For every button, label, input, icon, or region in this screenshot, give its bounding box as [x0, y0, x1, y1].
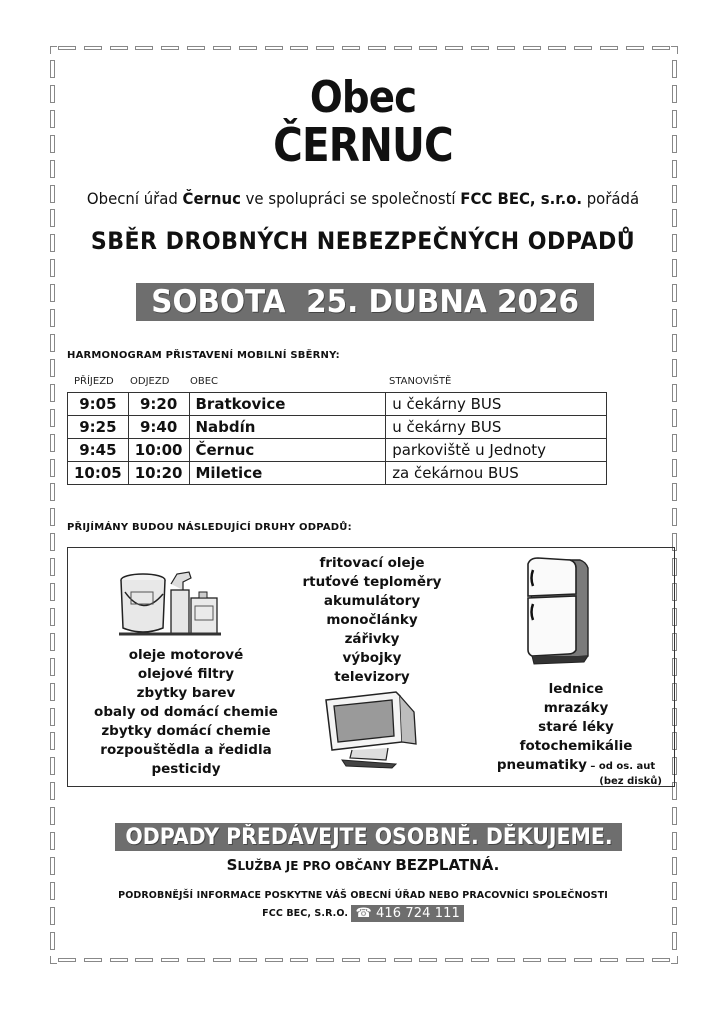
- frame-dash: [574, 958, 592, 962]
- contact-info: [0, 887, 726, 923]
- frame-dash: [471, 46, 489, 50]
- frame-dash: [672, 259, 677, 277]
- organizer-line: [25, 189, 700, 208]
- frame-dash: [626, 46, 644, 50]
- frame-dash: [50, 757, 55, 775]
- frame-dash: [50, 732, 55, 750]
- frame-corner: [671, 46, 678, 54]
- frame-corner: [671, 956, 678, 964]
- waste-list-center: [284, 554, 460, 687]
- waste-item-note: (bez disků): [599, 776, 662, 787]
- title-obec: Obec: [309, 72, 417, 123]
- arrival-time: 9:05: [68, 393, 129, 416]
- table-row: [68, 393, 607, 416]
- frame-dash: [84, 958, 102, 962]
- frame-dash: [265, 46, 283, 50]
- frame-dash: [672, 409, 677, 427]
- arrival-time: 10:05: [68, 462, 129, 485]
- frame-dash: [239, 958, 257, 962]
- frame-dash: [626, 958, 644, 962]
- frame-dash: [50, 409, 55, 427]
- waste-item: zbytky domácí chemie: [101, 723, 271, 739]
- frame-dash: [316, 958, 334, 962]
- frame-dash: [672, 832, 677, 850]
- free-service-cap: S: [226, 856, 238, 874]
- waste-item: olejové filtry: [137, 666, 235, 682]
- frame-dash: [368, 958, 386, 962]
- frame-dash: [50, 658, 55, 676]
- waste-item: monočlánky: [326, 612, 418, 628]
- waste-item: staré léky: [538, 719, 614, 735]
- frame-dash: [50, 508, 55, 526]
- frame-dash: [600, 46, 618, 50]
- phone-badge: [351, 905, 463, 922]
- frame-dash: [161, 958, 179, 962]
- waste-list-right: [488, 680, 664, 788]
- waste-types-box: [67, 547, 675, 787]
- frame-dash: [672, 483, 677, 501]
- schedule-table: [67, 392, 607, 485]
- stop-location: za čekárnou BUS: [386, 462, 607, 485]
- frame-dash: [471, 958, 489, 962]
- village-name: Nabdín: [189, 416, 386, 439]
- frame-dash: [187, 46, 205, 50]
- arrival-time: 9:45: [68, 439, 129, 462]
- frame-dash: [213, 958, 231, 962]
- date-text: SOBOTA 25. DUBNA 2026: [151, 284, 579, 320]
- free-service-line: [0, 856, 726, 874]
- frame-dash: [50, 483, 55, 501]
- waste-item: rozpouštědla a ředidla: [100, 742, 272, 758]
- handover-text: ODPADY PŘEDÁVEJTE OSOBNĚ. DĚKUJEME.: [124, 824, 613, 850]
- frame-dash: [672, 932, 677, 950]
- waste-item: fritovací oleje: [319, 555, 425, 571]
- contact-info-text: PODROBNĚJŠÍ INFORMACE POSKYTNE VÁŠ OBECNÍ ÚŘAD NEBO PRACOVNÍCI SPOLEČNOSTI: [118, 890, 608, 901]
- frame-dash: [672, 359, 677, 377]
- organizer-company: FCC BEC, s.r.o.: [460, 189, 583, 208]
- frame-dash: [50, 334, 55, 352]
- frame-dash: [445, 46, 463, 50]
- frame-bottom-dashes: [58, 958, 670, 964]
- frame-dash: [290, 46, 308, 50]
- waste-item: akumulátory: [323, 593, 421, 609]
- departure-time: 9:20: [128, 393, 189, 416]
- frame-dash: [445, 958, 463, 962]
- frame-dash: [265, 958, 283, 962]
- organizer-text: ve spolupráci se společností: [240, 189, 461, 208]
- frame-dash: [394, 958, 412, 962]
- frame-dash: [672, 309, 677, 327]
- waste-item-note: – od os. aut: [586, 761, 656, 772]
- frame-dash: [652, 46, 670, 50]
- waste-item: pesticidy: [151, 761, 221, 777]
- frame-dash: [50, 708, 55, 726]
- stop-location: u čekárny BUS: [386, 416, 607, 439]
- date-banner: [136, 283, 594, 321]
- frame-dash: [316, 46, 334, 50]
- frame-dash: [50, 434, 55, 452]
- village-name: Černuc: [189, 439, 386, 462]
- stop-location: parkoviště u Jednoty: [386, 439, 607, 462]
- frame-dash: [58, 46, 76, 50]
- column-header-departure: ODJEZD: [130, 376, 170, 387]
- paint-cans-icon: [113, 562, 223, 642]
- table-row: [68, 416, 607, 439]
- title-village-name: ČERNUC: [273, 118, 453, 172]
- frame-dash: [574, 46, 592, 50]
- frame-dash: [523, 958, 541, 962]
- schedule-label: HARMONOGRAM PŘISTAVENÍ MOBILNÍ SBĚRNY:: [67, 350, 340, 361]
- waste-item: televizory: [334, 669, 410, 685]
- departure-time: 9:40: [128, 416, 189, 439]
- frame-dash: [394, 46, 412, 50]
- free-service-text: [227, 856, 396, 874]
- waste-item: pneumatiky: [496, 757, 587, 773]
- frame-dash: [50, 782, 55, 800]
- departure-time: 10:00: [128, 439, 189, 462]
- frame-dash: [672, 209, 677, 227]
- handover-banner: [115, 823, 622, 851]
- table-row: [68, 439, 607, 462]
- column-header-arrival: PŘÍJEZD: [74, 376, 114, 387]
- arrival-time: 9:25: [68, 416, 129, 439]
- contact-company: FCC BEC, S.R.O.: [262, 908, 349, 919]
- village-name: Miletice: [189, 462, 386, 485]
- waste-item: obaly od domácí chemie: [94, 704, 278, 720]
- refrigerator-icon: [524, 556, 594, 668]
- phone-number: 416 724 111: [376, 906, 460, 921]
- frame-dash: [50, 832, 55, 850]
- frame-dash: [84, 46, 102, 50]
- frame-dash: [50, 259, 55, 277]
- waste-item: mrazáky: [543, 700, 609, 716]
- event-headline: SBĚR DROBNÝCH NEBEZPEČNÝCH ODPADŮ: [90, 227, 636, 255]
- frame-dash: [368, 46, 386, 50]
- frame-dash: [672, 807, 677, 825]
- frame-dash: [239, 46, 257, 50]
- frame-dash: [652, 958, 670, 962]
- frame-dash: [50, 533, 55, 551]
- frame-dash: [672, 434, 677, 452]
- contact-company-line: [0, 905, 726, 923]
- frame-dash: [110, 46, 128, 50]
- frame-dash: [187, 958, 205, 962]
- frame-dash: [213, 46, 231, 50]
- schedule-column-headers: [66, 376, 678, 390]
- frame-dash: [50, 384, 55, 402]
- table-row: [68, 462, 607, 485]
- column-header-village: OBEC: [190, 376, 219, 387]
- waste-item: fotochemikálie: [519, 738, 633, 754]
- frame-dash: [50, 633, 55, 651]
- waste-item: zbytky barev: [136, 685, 236, 701]
- frame-dash: [161, 46, 179, 50]
- frame-dash: [50, 807, 55, 825]
- frame-dash: [50, 683, 55, 701]
- frame-corner: [50, 956, 57, 964]
- frame-dash: [548, 958, 566, 962]
- frame-dash: [58, 958, 76, 962]
- waste-item-tires: [488, 756, 664, 776]
- frame-dash: [50, 608, 55, 626]
- village-name: Bratkovice: [189, 393, 386, 416]
- frame-dash: [50, 309, 55, 327]
- phone-icon: ☎: [355, 906, 372, 921]
- frame-dash: [672, 284, 677, 302]
- waste-list-left: [68, 646, 304, 779]
- frame-dash: [497, 46, 515, 50]
- waste-item: výbojky: [342, 650, 402, 666]
- frame-dash: [419, 46, 437, 50]
- frame-corner: [50, 46, 57, 54]
- frame-dash: [342, 958, 360, 962]
- waste-types-label: PŘIJÍMÁNY BUDOU NÁSLEDUJÍCÍ DRUHY ODPADŮ:: [67, 522, 352, 533]
- stop-location: u čekárny BUS: [386, 393, 607, 416]
- crt-monitor-icon: [316, 686, 424, 770]
- column-header-location: STANOVIŠTĚ: [389, 376, 452, 387]
- frame-dash: [290, 958, 308, 962]
- organizer-village: Černuc: [182, 189, 241, 208]
- waste-item: zářivky: [344, 631, 400, 647]
- frame-dash: [50, 459, 55, 477]
- frame-dash: [50, 359, 55, 377]
- frame-dash: [523, 46, 541, 50]
- frame-dash: [50, 284, 55, 302]
- frame-dash: [672, 334, 677, 352]
- frame-dash: [419, 958, 437, 962]
- frame-dash: [497, 958, 515, 962]
- departure-time: 10:20: [128, 462, 189, 485]
- frame-dash: [672, 459, 677, 477]
- frame-dash: [135, 958, 153, 962]
- frame-dash: [672, 508, 677, 526]
- frame-dash: [50, 209, 55, 227]
- frame-dash: [50, 558, 55, 576]
- frame-dash: [342, 46, 360, 50]
- organizer-text: pořádá: [582, 189, 640, 208]
- frame-dash: [600, 958, 618, 962]
- free-service-prefix: LUŽBA JE PRO OBČANY: [237, 859, 396, 873]
- frame-dash: [548, 46, 566, 50]
- organizer-text: Obecní úřad: [86, 189, 183, 208]
- frame-dash: [110, 958, 128, 962]
- frame-top-dashes: [58, 46, 670, 52]
- waste-item: oleje motorové: [128, 647, 244, 663]
- free-service-bold: BEZPLATNÁ.: [395, 856, 500, 874]
- waste-item: rtuťové teploměry: [302, 574, 442, 590]
- waste-item: lednice: [548, 681, 604, 697]
- frame-dash: [50, 932, 55, 950]
- frame-dash: [50, 583, 55, 601]
- frame-dash: [135, 46, 153, 50]
